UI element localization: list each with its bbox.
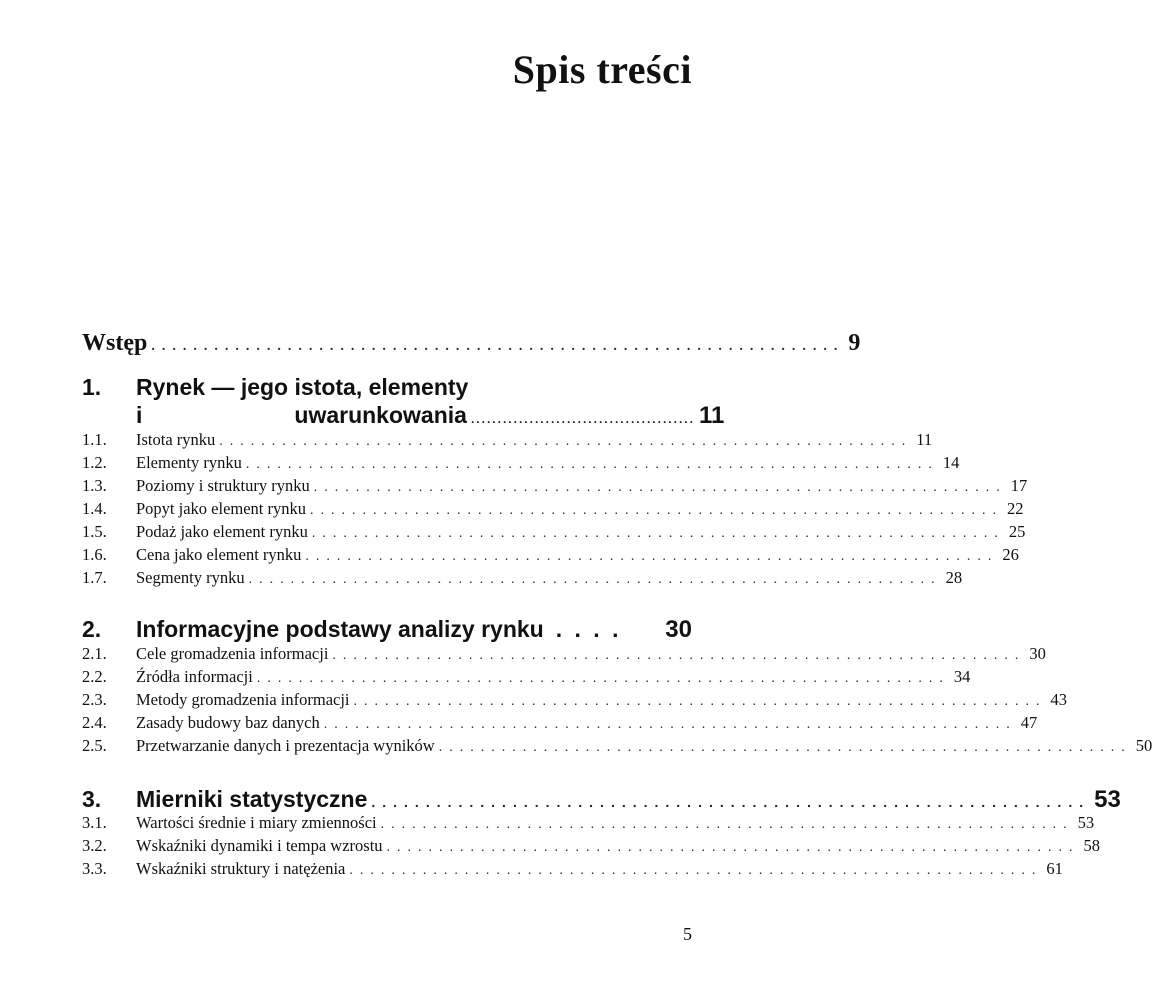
toc-page: 28 [945,568,963,587]
toc-label: Elementy rynku [136,453,242,472]
toc-number: 2.5. [82,736,107,755]
toc-page: 11 [698,402,725,429]
toc-page: 25 [1008,522,1026,541]
toc-label: Przetwarzanie danych i prezentacja wyników [136,736,435,755]
toc-entry-intro[interactable] [82,330,861,357]
toc-number: 1.2. [82,453,107,472]
toc-label: Poziomy i struktury rynku [136,476,310,495]
toc-page: 9 [848,330,861,356]
toc-entry[interactable] [82,453,960,475]
dot-leader: .................................................................. [353,694,1047,709]
dot-leader: . . . . [555,616,622,642]
toc-page: 22 [1007,499,1024,518]
toc-label: Wskaźniki dynamiki i tempa wzrostu [136,836,383,855]
dot-leader: .................................................................. [313,480,1007,495]
toc-entry[interactable] [82,644,1046,666]
toc-number: 1.6. [82,545,107,564]
toc-entry[interactable] [82,859,1063,881]
toc-page: 30 [1029,644,1046,663]
toc-label: Wartości średnie i miary zmienności [136,813,377,832]
dot-leader: .................................................................. [245,457,939,472]
toc-entry[interactable] [82,690,1068,712]
dot-leader: .................................................................. [380,817,1074,832]
toc-number: 1.4. [82,499,107,518]
toc-label: Cele gromadzenia informacji [136,644,329,663]
toc-label: Wstęp [82,330,148,356]
toc-page: 61 [1046,859,1063,878]
chapter-number: 1. [82,374,102,400]
toc-number: 1.7. [82,568,107,587]
toc-page: 30 [665,616,692,643]
dot-leader: .................................................................. [151,339,845,354]
toc-number: 3.1. [82,813,107,832]
toc-label: Metody gromadzenia informacji [136,690,350,709]
toc-page: 58 [1083,836,1101,855]
toc-entry[interactable] [82,499,1024,521]
chapter-title-line1: Rynek — jego istota, elementy [136,374,469,400]
chapter-number: 2. [82,616,102,642]
toc-label: Cena jako element rynku [136,545,302,564]
dot-leader: .................................................................. [332,648,1026,663]
dot-leader: .................................................................. [248,572,942,587]
toc-page: 14 [942,453,960,472]
toc-number: 2.1. [82,644,107,663]
toc-entry[interactable] [82,667,971,689]
toc-page: 53 [1077,813,1095,832]
toc-entry[interactable] [82,545,1019,567]
dot-leader: .................................................................. [349,863,1043,878]
toc-label: Istota rynku [136,430,216,449]
toc-label: Popyt jako element rynku [136,499,307,518]
chapter-title-line2-b: uwarunkowania [294,402,467,428]
toc-entry[interactable] [82,813,1095,835]
toc-entry[interactable] [82,568,963,590]
page-title: Spis treści [512,47,692,92]
dot-leader: .................................................................. [310,503,1004,518]
toc-label: Podaż jako element rynku [136,522,308,541]
dot-leader: .................................................................. [386,840,1080,855]
toc-label: Segmenty rynku [136,568,245,587]
toc-label: Wskaźniki struktury i natężenia [136,859,346,878]
toc-page: 43 [1050,690,1068,709]
dot-leader: .................................................................. [323,717,1017,732]
toc-page: 17 [1010,476,1028,495]
toc-entry[interactable] [82,522,1026,544]
toc-number: 3.2. [82,836,107,855]
toc-number: 2.4. [82,713,107,732]
toc-number: 1.5. [82,522,107,541]
dot-leader: .................................................................. [438,740,1132,755]
chapter-title: Informacyjne podstawy analizy rynku [136,616,544,642]
toc-number: 1.1. [82,430,107,449]
dot-leader: .................................................................. [305,549,999,564]
toc-chapter-3[interactable] [82,786,1121,814]
toc-label: Źródła informacji [136,667,253,686]
toc-entry[interactable] [82,430,933,452]
toc-entry[interactable] [82,836,1101,858]
toc-chapter-2[interactable] [82,616,692,644]
toc-number: 1.3. [82,476,107,495]
toc-page: 11 [916,430,933,449]
toc-page: 47 [1020,713,1038,732]
dot-leader: .................................................................. [256,671,950,686]
toc-label: Zasady budowy baz danych [136,713,320,732]
toc-number: 2.3. [82,690,107,709]
toc-entry[interactable] [82,713,1038,735]
chapter-number: 3. [82,786,102,812]
toc-entry[interactable] [82,476,1028,498]
chapter-title: Mierniki statystyczne [136,786,368,812]
chapter-title-line2-a: i [136,402,143,428]
toc-page: 26 [1002,545,1019,564]
toc-page: 34 [953,667,971,686]
toc-page: 53 [1094,786,1121,813]
dot-leader: .......................................... [470,412,695,426]
dot-leader: .................................................................. [311,526,1005,541]
toc-number: 3.3. [82,859,107,878]
dot-leader: .................................................................. [371,794,1091,810]
dot-leader: .................................................................. [219,434,913,449]
toc-chapter-1[interactable] [82,374,725,430]
page-number: 5 [683,924,692,944]
toc-page: 50 [1135,736,1152,755]
toc-entry[interactable] [82,736,1152,758]
toc-number: 2.2. [82,667,107,686]
